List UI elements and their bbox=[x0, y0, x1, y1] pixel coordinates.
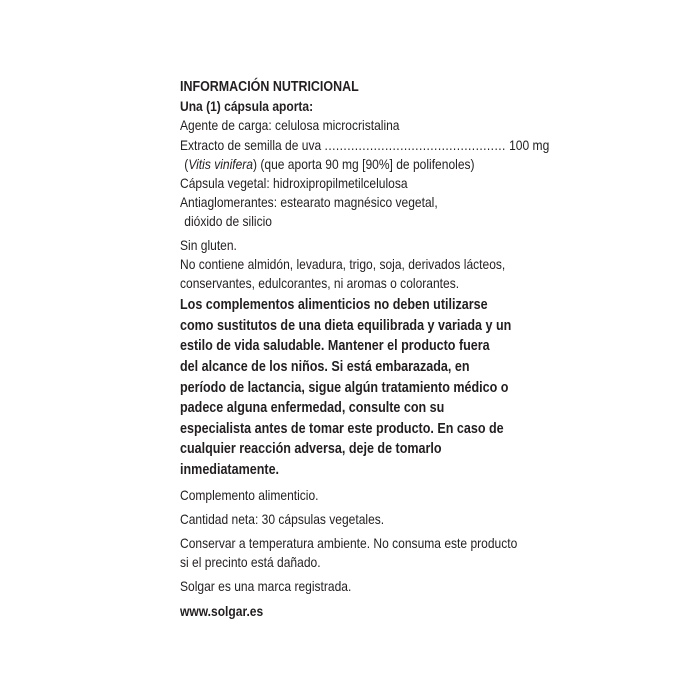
latin-rest: ) (que aporta 90 mg [90%] de polifenoles) bbox=[253, 155, 475, 172]
warning-line: estilo de vida saludable. Mantener el producto fuera bbox=[180, 338, 490, 355]
nutrition-label bbox=[180, 78, 550, 621]
bulking-agent-line: Agente de carga: celulosa microcristalina bbox=[180, 117, 400, 134]
warning-line: Los complementos alimenticios no deben utilizarse bbox=[180, 297, 488, 314]
free-from-line-2: conservantes, edulcorantes, ni aromas o colorantes. bbox=[180, 275, 460, 292]
warning-line: como sustitutos de una dieta equilibrada y variada y un bbox=[180, 317, 512, 334]
extract-amount: 100 mg bbox=[509, 136, 550, 153]
label-title: INFORMACIÓN NUTRICIONAL bbox=[180, 79, 359, 95]
latin-open: ( bbox=[184, 155, 189, 172]
gluten-line: Sin gluten. bbox=[180, 236, 237, 253]
supplement-line: Complemento alimenticio. bbox=[180, 486, 319, 503]
storage-line-2: si el precinto está dañado. bbox=[180, 554, 321, 571]
label-subtitle: Una (1) cápsula aporta: bbox=[180, 98, 314, 115]
warning-line: período de lactancia, sigue algún tratamiento médico o bbox=[180, 379, 509, 396]
website-link[interactable]: www.solgar.es bbox=[180, 602, 264, 619]
extract-dots: ................................................ bbox=[324, 136, 506, 153]
warning-line: padece alguna enfermedad, consulte con su bbox=[180, 400, 445, 417]
warning-block bbox=[180, 295, 512, 480]
extract-name: Extracto de semilla de uva bbox=[180, 136, 322, 153]
net-quantity-line: Cantidad neta: 30 cápsulas vegetales. bbox=[180, 510, 385, 527]
latin-name: Vitis vinifera bbox=[188, 155, 254, 172]
warning-line: especialista antes de tomar este producto. En caso de bbox=[180, 420, 504, 437]
capsule-line: Cápsula vegetal: hidroxipropilmetilcelulosa bbox=[180, 175, 408, 192]
anticaking-line-1: Antiaglomerantes: estearato magnésico vegetal, bbox=[180, 194, 438, 211]
warning-line: cualquier reacción adversa, deje de tomarlo bbox=[180, 441, 442, 458]
warning-line: del alcance de los niños. Si está embarazada, en bbox=[180, 359, 470, 376]
free-from-line-1: No contiene almidón, levadura, trigo, soja, derivados lácteos, bbox=[180, 255, 506, 272]
latin-name-line bbox=[180, 155, 477, 174]
anticaking-line-2: dióxido de silicio bbox=[184, 213, 272, 230]
trademark-line: Solgar es una marca registrada. bbox=[180, 578, 352, 595]
warning-line: inmediatamente. bbox=[180, 461, 280, 478]
extract-line bbox=[180, 136, 550, 155]
storage-line-1: Conservar a temperatura ambiente. No consuma este producto bbox=[180, 534, 518, 551]
